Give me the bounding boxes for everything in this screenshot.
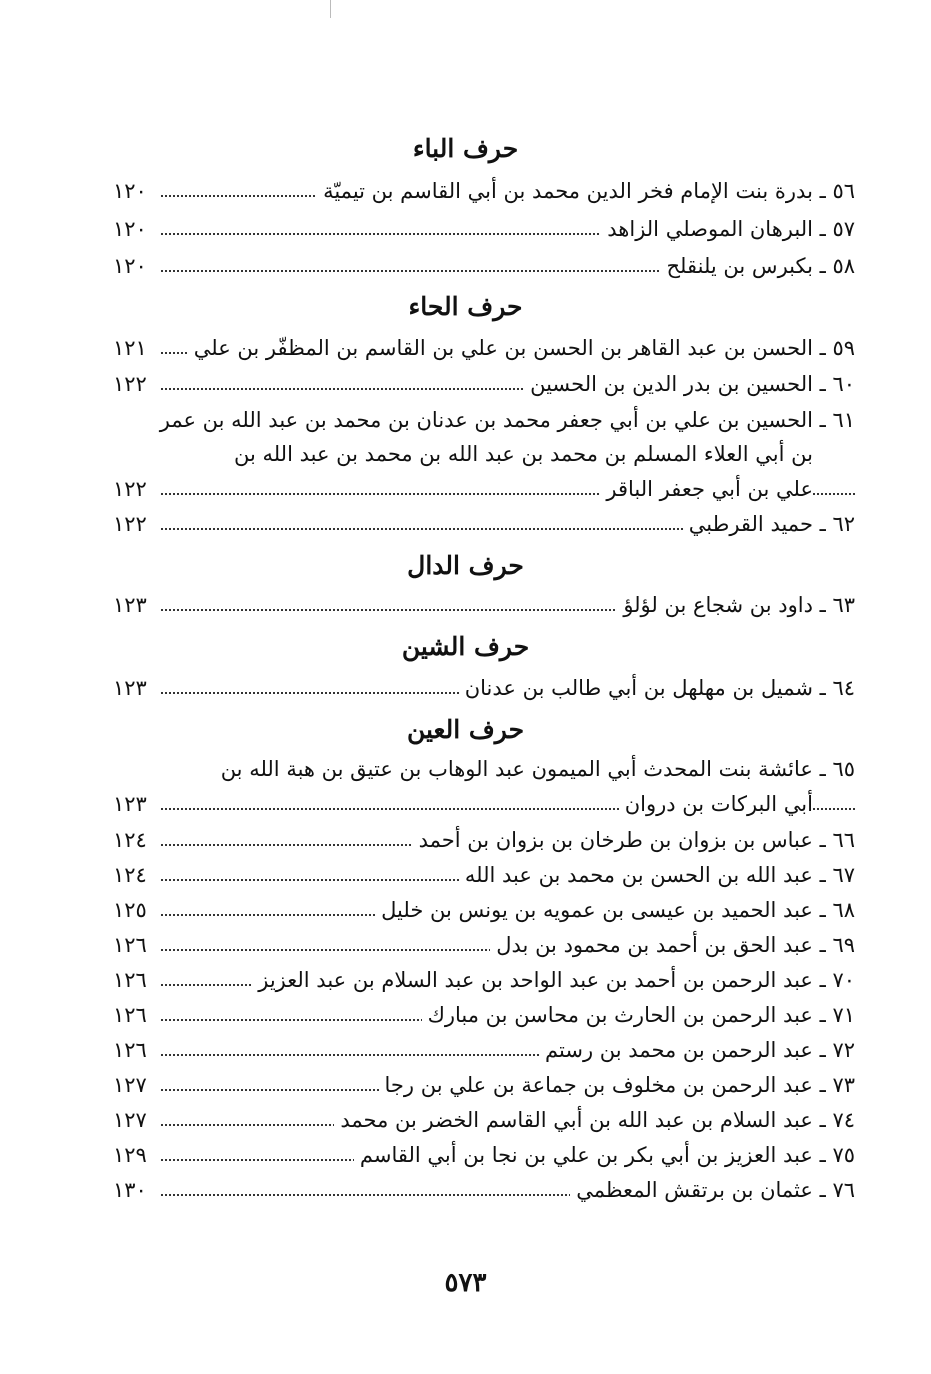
entry-title-line: ٦١ ـ الحسين بن علي بن أبي جعفر محمد بن عدنان بن محمد بن عبد الله بن عمر [159,408,855,432]
section-heading: حرف الدال [407,551,524,580]
index-entry [113,1103,855,1137]
index-entry [113,1173,855,1207]
entry-title: ٧٥ ـ عبد العزيز بن أبي بكر بن علي بن نجا بن أبي القاسم [354,1138,855,1172]
entry-title: ٦٢ ـ حميد القرطبي [683,507,855,541]
entry-title-continuation: بن أبي العلاء المسلم بن محمد بن عبد الله بن محمد بن عبد الله بن [233,442,813,466]
entry-title: ٦٠ ـ الحسين بن بدر الدين بن الحسين [524,367,855,401]
entry-title: ٦٨ ـ عبد الحميد بن عيسى بن عمويه بن يونس بن خليل [375,893,855,927]
entry-title: ٥٧ ـ البرهان الموصلي الزاهد [601,212,855,246]
entry-page-number: ١٢٧ [113,1073,147,1097]
entry-title-continuation: علي بن أبي جعفر الباقر [600,472,813,506]
entry-page-number: ١٢٦ [113,968,147,992]
entry-page-number: ١٢٧ [113,1108,147,1132]
entry-page-number: ١٣٠ [113,1178,147,1202]
index-entry [113,1068,855,1102]
index-entry [113,963,855,997]
index-entry [113,928,855,962]
entry-title: ٥٦ ـ بدرة بنت الإمام فخر الدين محمد بن أبي القاسم بن تيميّة [317,174,855,208]
scan-mark [330,0,331,18]
entry-page-number: ١٢٠ [113,254,147,278]
index-entry [113,858,855,892]
entry-page-number: ١٢٤ [113,828,147,852]
entry-page-number: ١٢١ [113,336,147,360]
entry-title: ٧٢ ـ عبد الرحمن بن محمد بن رستم [539,1033,855,1067]
index-entry [113,998,855,1032]
index-entry [113,588,855,622]
entry-page-number: ١٢٠ [113,179,147,203]
entry-title-line: ٦٥ ـ عائشة بنت المحدث أبي الميمون عبد الوهاب بن عتيق بن هبة الله بن [220,757,855,781]
entry-page-number: ١٢٦ [113,933,147,957]
entry-title: ٥٩ ـ الحسن بن عبد القاهر بن الحسن بن علي بن القاسم بن المظفّر بن علي [188,331,855,365]
entry-title-continuation: أبي البركات بن دروان [619,787,813,821]
section-heading: حرف العين [406,715,525,744]
entry-title: ٦٣ ـ داود بن شجاع بن لؤلؤ [617,588,855,622]
index-entry [113,893,855,927]
entry-page-number: ١٢٩ [113,1143,147,1167]
entry-page-number: ١٢٣ [113,676,147,700]
index-entry [113,367,855,401]
page-number: ٥٧٣ [444,1268,487,1298]
entry-title: ٦٩ ـ عبد الحق بن أحمد بن محمود بن بدل [490,928,855,962]
entry-title: ٧٣ ـ عبد الرحمن بن مخلوف بن جماعة بن علي بن رجا [379,1068,855,1102]
entry-title: ٥٨ ـ بكبرس بن يلنقلح [660,249,855,283]
index-entry [113,472,855,506]
entry-title: ٧٤ ـ عبد السلام بن عبد الله بن أبي القاسم الخضر بن محمد [334,1103,855,1137]
index-entry [113,1138,855,1172]
entry-page-number: ١٢٢ [113,512,147,536]
entry-title: ٦٧ ـ عبد الله بن الحسن بن محمد بن عبد الله [459,858,855,892]
entry-title: ٦٦ ـ عباس بن بزوان بن طرخان بن بزوان بن أحمد [413,823,855,857]
entry-page-number: ١٢٦ [113,1038,147,1062]
entry-page-number: ١٢٤ [113,863,147,887]
entry-page-number: ١٢٢ [113,477,147,501]
index-entry [113,212,855,246]
entry-title: ٧٠ ـ عبد الرحمن بن أحمد بن عبد الواحد بن عبد السلام بن عبد العزيز [252,963,855,997]
index-entry [113,823,855,857]
entry-title: ٧٦ ـ عثمان بن برتقش المعظمي [570,1173,855,1207]
entry-page-number: ١٢٣ [113,593,147,617]
entry-page-number: ١٢٦ [113,1003,147,1027]
index-entry [113,787,855,821]
entry-page-number: ١٢٠ [113,217,147,241]
index-entry [113,331,855,365]
index-entry [113,671,855,705]
index-entry [113,249,855,283]
section-heading: حرف الشين [401,632,530,661]
entry-page-number: ١٢٥ [113,898,147,922]
entry-title: ٦٤ ـ شميل بن مهلهل بن أبي طالب بن عدنان [459,671,855,705]
index-entry [113,507,855,541]
index-entry [113,1033,855,1067]
entry-page-number: ١٢٣ [113,792,147,816]
section-heading: حرف الحاء [408,292,523,321]
entry-title: ٧١ ـ عبد الرحمن بن الحارث بن محاسن بن مبارك [422,998,855,1032]
entry-page-number: ١٢٢ [113,372,147,396]
index-entry [113,174,855,208]
section-heading: حرف الباء [412,134,519,163]
